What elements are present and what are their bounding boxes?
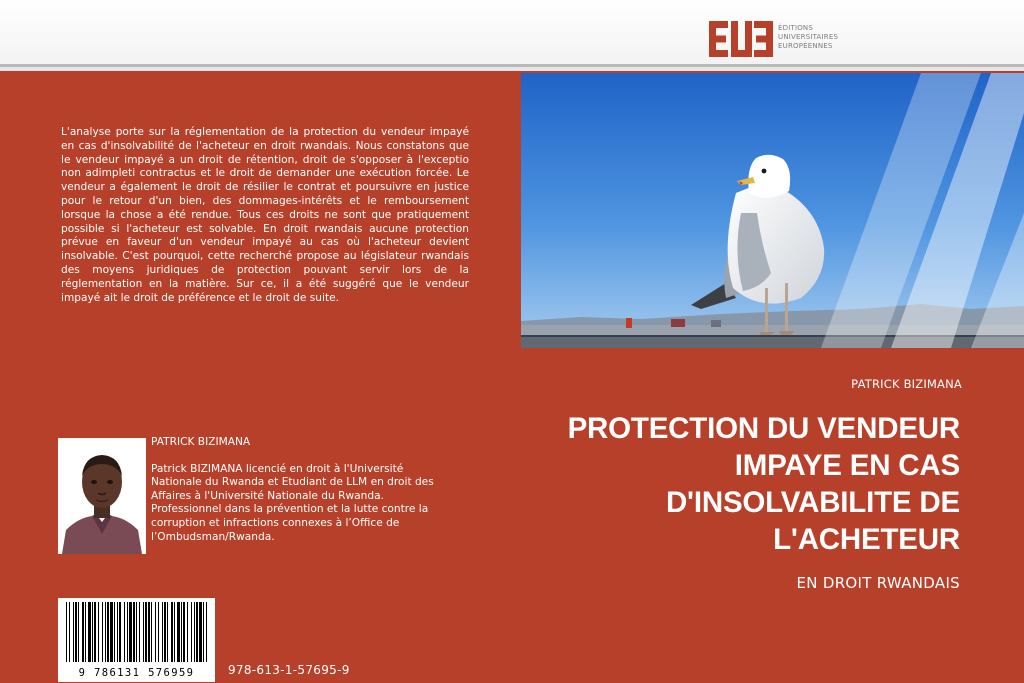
author-bio xyxy=(151,436,436,544)
book-title-line: PROTECTION DU VENDEUR xyxy=(567,412,960,445)
header-divider-light xyxy=(0,67,1024,71)
book-subtitle: EN DROIT RWANDAIS xyxy=(796,574,960,592)
publisher-header xyxy=(0,0,1024,64)
bio-text: Patrick BIZIMANA licencié en droit à l'Université Nationale du Rwanda et Etudiant de LLM en droit des Affaires à l'Université Nationale du Rwanda. Professionnel dans la prévention et la lutte contre la corruption et infractions connexes à l’Office de l’Ombudsman/Rwanda. xyxy=(151,462,434,543)
publisher-name-line: ÉDITIONS xyxy=(778,24,814,32)
isbn-barcode xyxy=(58,598,215,682)
bio-author-name: PATRICK BIZIMANA xyxy=(151,436,251,448)
cover-photo-seagull xyxy=(521,73,1024,348)
book-title xyxy=(540,410,960,558)
book-title-line: L'ACHETEUR xyxy=(773,523,960,556)
author-photo xyxy=(58,438,146,554)
front-author-name: PATRICK BIZIMANA xyxy=(851,377,962,391)
publisher-name xyxy=(778,24,838,51)
barcode-icon xyxy=(58,598,215,666)
isbn-number: 978-613-1-57695-9 xyxy=(228,663,350,677)
barcode-digits: 9 786131 576959 xyxy=(78,667,195,679)
eue-logo-icon xyxy=(708,20,774,58)
publisher-name-line: EUROPÉENNES xyxy=(778,42,833,50)
publisher-name-line: UNIVERSITAIRES xyxy=(778,33,839,41)
book-title-line: D'INSOLVABILITE DE xyxy=(665,486,960,519)
book-title-line: IMPAYE EN CAS xyxy=(734,449,960,482)
book-abstract: L'analyse porte sur la réglementation de la protection du vendeur impayé en cas d'insolvabilité de l'acheteur en droit rwandais. Nous constatons que le vendeur impayé a un droit de rétention, droit de s'opposer à l'exceptio non adimpleti contractus et le droit de demander une exécution forcée. Le vendeur a également le droit de résilier le contrat et poursuivre en justice pour le retour d'un bien, des dommages-intérêts et le remboursement lorsque la chose a été rendue. Tous ces droits ne sont que pratiquement possible si l'acheteur est solvable. En droit rwandais aucune protection prévue en faveur d'un vendeur impayé au cas où l'acheteur devient insolvable. C'est pourquoi, cette recherché propose au législateur rwandais des moyens juridiques de protection pouvant servir lors de la réglementation en la matière. Sur ce, il a été suggéré que le vendeur impayé ait le droit de préférence et le droit de suite. xyxy=(61,126,469,304)
seagull-image-icon xyxy=(521,73,1024,348)
author-portrait-icon xyxy=(58,438,146,554)
